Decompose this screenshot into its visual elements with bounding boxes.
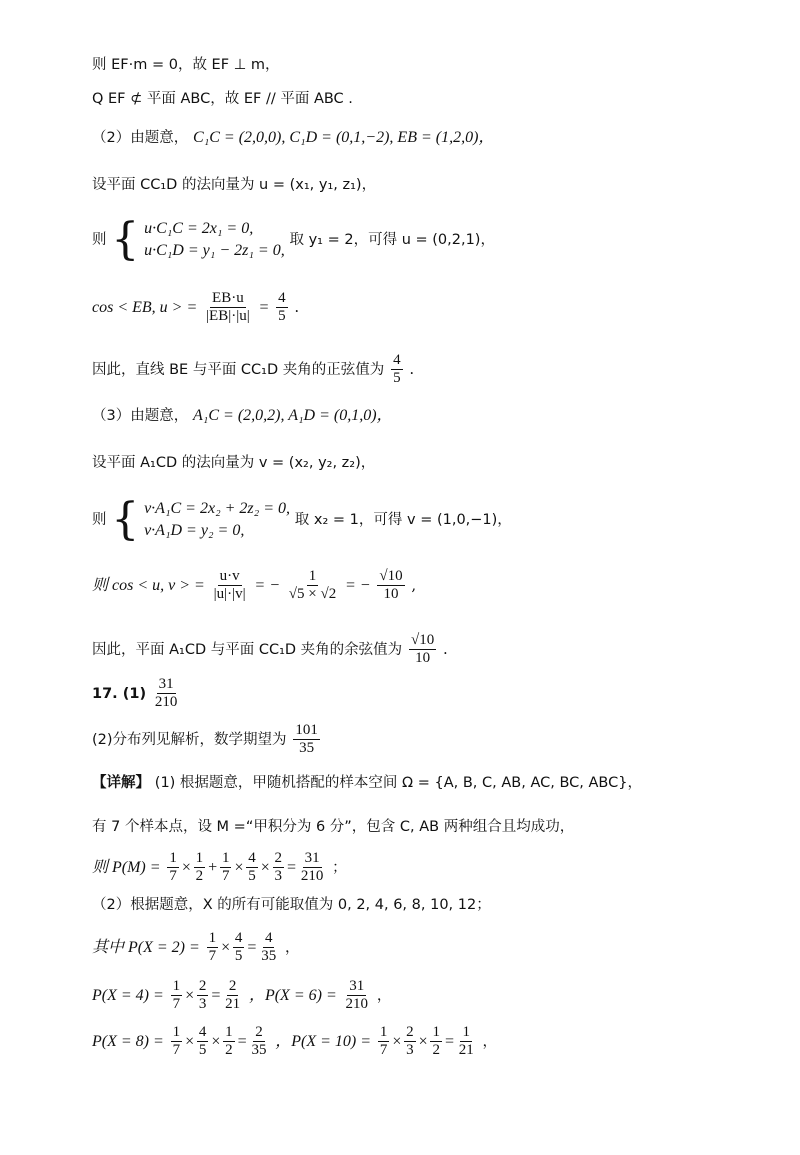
left-brace: { [111, 494, 140, 545]
line-17 [92, 850, 347, 886]
fraction-numerator: 4 [263, 930, 275, 948]
fraction-numerator: 2 [253, 1024, 265, 1042]
fraction-denominator: 210 [300, 868, 324, 885]
fraction-denominator: 3 [274, 868, 283, 885]
p-x6-expression [342, 978, 373, 1013]
fraction [223, 978, 242, 1014]
fraction-denominator: 35 [299, 740, 315, 757]
fraction-numerator: 1 [307, 568, 319, 586]
equation-1: u·C₁C = 2x₁ = 0, [144, 220, 254, 238]
operator: × [180, 858, 192, 876]
fraction-numerator: 4 [233, 930, 245, 948]
fraction [246, 850, 258, 886]
fraction-denominator: 35 [251, 1042, 267, 1059]
fraction [197, 978, 209, 1014]
fraction-numerator: 1 [220, 850, 232, 868]
line-10 [92, 494, 512, 545]
fraction [171, 1024, 183, 1060]
fraction-denominator: 10 [383, 586, 399, 603]
result-fraction [377, 568, 404, 604]
fraction-denominator: 5 [278, 308, 286, 325]
equation-1: v·A₁C = 2x₂ + 2z₂ = 0, [144, 500, 291, 518]
operator: × [417, 1032, 429, 1050]
sample-space-text: (1) 根据题意，甲随机搭配的样本空间 Ω = {A, B, C, AB, AC, BC, ABC}， [154, 775, 642, 791]
line-8 [92, 408, 393, 424]
line-13 [92, 676, 181, 712]
fraction-numerator: 4 [276, 290, 288, 308]
fraction-denominator: 5 [234, 948, 243, 965]
fraction-numerator: 2 [227, 978, 239, 996]
line-4 [92, 178, 376, 193]
fraction [171, 978, 183, 1014]
operator: × [391, 1032, 403, 1050]
line-15 [92, 775, 642, 791]
line-7: 因此，直线 BE 与平面 CC₁D 夹角的正弦值为 $\frac{4}{5}$ . [92, 352, 415, 387]
fraction-numerator: 1 [171, 978, 183, 996]
fraction-numerator: √10 [377, 568, 404, 586]
fraction [259, 930, 278, 966]
line-2 [92, 92, 353, 107]
fraction-denominator: 210 [345, 996, 369, 1013]
sample-points-text: 有 7 个样本点，设 M =“甲积分为 6 分”，包含 C, AB 两种组合且均成功， [92, 819, 575, 835]
fraction [430, 1024, 442, 1060]
fraction-numerator: 2 [273, 850, 285, 868]
fraction-numerator: 1 [223, 1024, 235, 1042]
vectors-part-3: A₁C = (2,0,2), A₁D = (0,1,0)， [193, 407, 393, 424]
normal-vector-v-setup: 设平面 A₁CD 的法向量为 v = (x₂, y₂, z₂)， [92, 455, 376, 471]
p-x4-expression [169, 978, 245, 1013]
fraction [273, 850, 285, 886]
operator: = [286, 858, 297, 876]
line-1 [92, 58, 280, 73]
operator: × [184, 986, 195, 1004]
p-x10-expression [376, 1024, 478, 1059]
line-14 [92, 722, 322, 758]
fraction-numerator: 31 [347, 978, 366, 996]
fraction-numerator: 2 [404, 1024, 416, 1042]
fraction-numerator: 1 [460, 1024, 472, 1042]
cos-u-v-fraction [212, 568, 248, 604]
part-2-label: （2）由题意， [92, 130, 189, 146]
equation-system-u [144, 218, 285, 261]
x-values-text: （2）根据题意，X 的所有可能取值为 0, 2, 4, 6, 8, 10, 12； [92, 897, 491, 913]
equation-2: v·A₁D = y₂ = 0, [144, 522, 245, 539]
left-brace: { [111, 214, 140, 265]
fraction [457, 1024, 476, 1060]
fraction-denominator: 5 [198, 1042, 207, 1059]
equals-minus: = − [254, 576, 280, 594]
normal-vector-u-setup: 设平面 CC₁D 的法向量为 u = (x₁, y₁, z₁)， [92, 177, 377, 193]
line-18 [92, 898, 491, 913]
fraction-numerator: EB·u [210, 290, 246, 308]
conclusion-parallel: Q EF ⊄ 平面 ABC，故 EF // 平面 ABC . [92, 91, 353, 107]
fraction [197, 1024, 209, 1060]
conclusion-perpendicular: 则 EF·m = 0，故 EF ⊥ m， [92, 57, 280, 73]
fraction-numerator: 1 [171, 1024, 183, 1042]
fraction-denominator: 10 [415, 650, 431, 667]
fraction-numerator: 101 [293, 722, 320, 740]
result-fraction [276, 290, 288, 326]
line-11: 则 cos < u, v > = $\frac{u\cdot v}{|u|\cdot|v|}$ = − $\frac{1}{√5 \times √2}$ = − $\frac{√10}{10}$ , [92, 568, 417, 603]
cos-u-v-label: 则 cos < u, v > = [92, 576, 205, 594]
detail-heading: 【详解】 [92, 775, 150, 791]
fraction [167, 850, 179, 886]
fraction-numerator: 31 [303, 850, 322, 868]
fraction-numerator: 1 [207, 930, 219, 948]
cosine-conclusion: 因此，平面 A₁CD 与平面 CC₁D 夹角的余弦值为 [92, 641, 403, 658]
equation-system-v [144, 498, 290, 541]
fraction [233, 930, 245, 966]
line-21 [92, 1024, 497, 1060]
p-x2-expression [205, 930, 281, 965]
operator: = [236, 1032, 248, 1050]
operator: × [184, 1032, 195, 1050]
answer-2-text: (2)分布列见解析，数学期望为 [92, 731, 287, 748]
fraction-numerator: 4 [246, 850, 258, 868]
semicolon: ； [332, 859, 347, 876]
line-20 [92, 978, 391, 1014]
operator: × [233, 858, 245, 876]
fraction [207, 930, 219, 966]
fraction-numerator: 2 [197, 978, 209, 996]
fraction-numerator: 1 [378, 1024, 390, 1042]
fraction-denominator: √5 × √2 [288, 586, 337, 603]
operator: × [259, 858, 271, 876]
cosine-value [409, 632, 436, 668]
fraction-denominator: 7 [221, 868, 230, 885]
operator: = [443, 1032, 455, 1050]
fraction-numerator: 1 [430, 1024, 442, 1042]
fraction-denominator: 210 [154, 694, 178, 711]
p-x6-label: ，P(X = 6) = [248, 986, 337, 1004]
operator: × [220, 938, 231, 956]
equals-minus: = − [345, 576, 371, 594]
fraction [404, 1024, 416, 1060]
fraction-denominator: |EB|·|u| [206, 308, 250, 325]
sine-conclusion: 因此，直线 BE 与平面 CC₁D 夹角的正弦值为 [92, 361, 385, 378]
fraction [249, 1024, 268, 1060]
then-label: 则 [92, 512, 107, 528]
fraction-numerator: 1 [194, 850, 206, 868]
comma: ， [284, 939, 300, 956]
p-m-label: 则 P(M) = [92, 858, 161, 876]
intermediate-fraction [287, 568, 338, 604]
fraction-numerator: 31 [157, 676, 176, 694]
fraction [223, 1024, 235, 1060]
fraction-denominator: 3 [406, 1042, 414, 1059]
fraction [220, 850, 232, 886]
line-19 [92, 930, 299, 966]
fraction-denominator: |u|·|v| [213, 586, 246, 603]
fraction-numerator: 1 [167, 850, 179, 868]
answer-1-fraction [153, 676, 180, 712]
part-3-label: （3）由题意， [92, 408, 189, 424]
fraction-numerator: 4 [391, 352, 403, 370]
operator: × [210, 1032, 222, 1050]
fraction-denominator: 3 [198, 996, 207, 1013]
fraction [378, 1024, 390, 1060]
line-3 [92, 130, 494, 146]
fraction-denominator: 5 [393, 370, 401, 387]
p-m-expression [165, 850, 327, 885]
comma: ， [376, 987, 392, 1004]
p-x2-label: 其中 P(X = 2) = [92, 938, 200, 956]
fraction-denominator: 2 [195, 868, 204, 885]
p-x4-label: P(X = 4) = [92, 986, 164, 1004]
p-x10-label: ，P(X = 10) = [275, 1032, 372, 1050]
fraction-denominator: 2 [432, 1042, 440, 1059]
comma: ， [482, 1033, 498, 1050]
cos-eb-u-label: cos < EB, u > = [92, 298, 198, 316]
fraction-numerator: √10 [409, 632, 436, 650]
fraction-denominator: 7 [208, 948, 217, 965]
fraction-denominator: 2 [225, 1042, 233, 1059]
solution-v: 取 x₂ = 1，可得 v = (1,0,−1)， [294, 512, 512, 528]
p-x8-label: P(X = 8) = [92, 1032, 164, 1050]
fraction-denominator: 7 [169, 868, 177, 885]
fraction-denominator: 21 [458, 1042, 474, 1059]
equation-2: u·C₁D = y₁ − 2z₁ = 0, [144, 242, 285, 259]
cos-eb-u-fraction [204, 290, 252, 326]
fraction-denominator: 7 [379, 1042, 388, 1059]
solution-u: 取 y₁ = 2，可得 u = (0,2,1)， [289, 232, 495, 248]
fraction-denominator: 21 [225, 996, 241, 1013]
fraction-denominator: 5 [248, 868, 256, 885]
equals-sign: = [258, 298, 270, 316]
fraction [194, 850, 206, 886]
line-16 [92, 820, 574, 835]
operator: = [246, 938, 258, 956]
fraction-numerator: 4 [197, 1024, 209, 1042]
p-x8-expression [169, 1024, 271, 1059]
expectation-fraction [293, 722, 320, 758]
sine-value [391, 352, 403, 388]
line-9 [92, 456, 375, 471]
vectors-part-2: C₁C = (2,0,0), C₁D = (0,1,−2), EB = (1,2,0)， [193, 129, 495, 146]
line-12: 因此，平面 A₁CD 与平面 CC₁D 夹角的余弦值为 $\frac{√10}{10}$ . [92, 632, 448, 667]
fraction-denominator: 7 [172, 996, 181, 1013]
fraction-denominator: 35 [261, 948, 277, 965]
fraction [344, 978, 371, 1014]
line-6: cos < EB, u > = $\frac{EB\cdot u}{|EB|\cdot|u|}$ = $\frac{4}{5}$ . [92, 290, 300, 325]
fraction [299, 850, 326, 886]
fraction-numerator: u·v [218, 568, 242, 586]
operator: = [210, 986, 222, 1004]
line-5 [92, 214, 495, 265]
problem-17-label: 17. (1) [92, 685, 147, 702]
operator: + [207, 858, 218, 876]
then-label: 则 [92, 232, 107, 248]
fraction-denominator: 7 [172, 1042, 181, 1059]
